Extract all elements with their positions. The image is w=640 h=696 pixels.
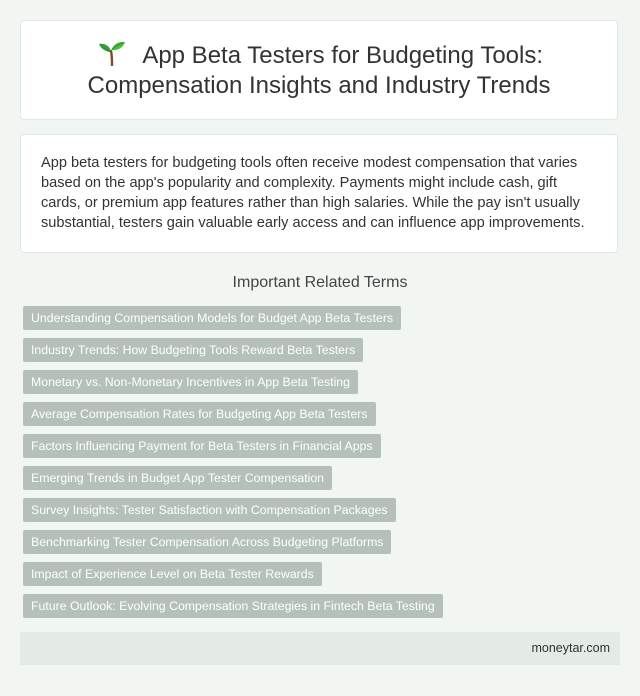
list-item: [23, 402, 623, 434]
footer: [20, 632, 620, 665]
list-item: [23, 338, 623, 370]
related-terms-heading: Important Related Terms: [232, 274, 408, 291]
list-item: [23, 562, 623, 594]
intro-paragraph: App beta testers for budgeting tools often receive modest compensation that varies based on the app's popularity and complexity. Payments might include cash, gift cards, or premium app features rather than high salaries. While the pay isn't usually substantial, testers gain valuable early access and can influence app improvements.: [41, 155, 585, 231]
seedling-icon: [95, 40, 129, 66]
related-term-tag[interactable]: Monetary vs. Non-Monetary Incentives in App Beta Testing: [23, 370, 358, 394]
page-title-text: App Beta Testers for Budgeting Tools: Compensation Insights and Industry Trends: [87, 41, 551, 99]
related-term-tag[interactable]: Factors Influencing Payment for Beta Testers in Financial Apps: [23, 434, 381, 458]
related-term-tag[interactable]: Survey Insights: Tester Satisfaction with Compensation Packages: [23, 498, 396, 522]
list-item: [23, 594, 623, 626]
title-card: [20, 20, 618, 120]
page-title: [21, 40, 617, 101]
footer-site-link[interactable]: moneytar.com: [531, 641, 610, 655]
related-terms-list: [23, 306, 623, 626]
list-item: [23, 466, 623, 498]
related-term-tag[interactable]: Industry Trends: How Budgeting Tools Reward Beta Testers: [23, 338, 363, 362]
related-term-tag[interactable]: Future Outlook: Evolving Compensation Strategies in Fintech Beta Testing: [23, 594, 443, 618]
related-term-tag[interactable]: Average Compensation Rates for Budgeting App Beta Testers: [23, 402, 376, 426]
related-term-tag[interactable]: Impact of Experience Level on Beta Tester Rewards: [23, 562, 322, 586]
list-item: [23, 498, 623, 530]
intro-card: [20, 134, 618, 253]
list-item: [23, 306, 623, 338]
list-item: [23, 434, 623, 466]
related-term-tag[interactable]: Understanding Compensation Models for Budget App Beta Testers: [23, 306, 401, 330]
list-item: [23, 370, 623, 402]
related-term-tag[interactable]: Benchmarking Tester Compensation Across Budgeting Platforms: [23, 530, 391, 554]
list-item: [23, 530, 623, 562]
related-term-tag[interactable]: Emerging Trends in Budget App Tester Compensation: [23, 466, 332, 490]
